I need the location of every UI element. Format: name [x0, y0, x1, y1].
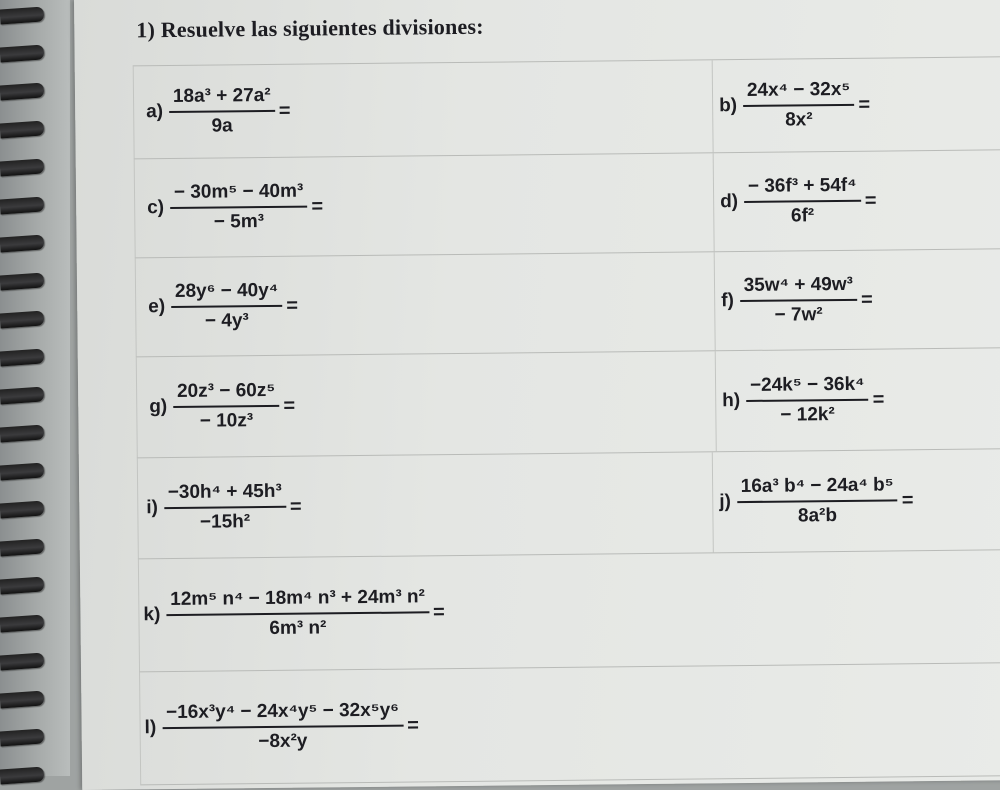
exercise-a: [133, 60, 713, 158]
numerator: − 30m⁵ − 40m³: [170, 181, 308, 209]
binding-coil: [0, 82, 44, 100]
binding-coil: [0, 272, 44, 290]
binding-coil: [0, 538, 44, 556]
exercise-row-7: [139, 662, 1000, 785]
exercise-label: j): [719, 491, 732, 513]
equals-sign: =: [311, 194, 324, 218]
denominator: 8a²b: [797, 505, 838, 527]
fraction: [162, 700, 403, 754]
exercise-label: g): [149, 396, 168, 418]
exercise-row-4: [136, 347, 1000, 457]
binding-coil: [0, 310, 44, 328]
exercise-b: [712, 57, 1000, 152]
binding-coil: [0, 234, 44, 252]
denominator: −15h²: [199, 511, 251, 533]
fraction: [737, 475, 898, 528]
binding-coil: [0, 424, 44, 442]
binding-coil: [0, 462, 44, 480]
exercise-label: e): [148, 296, 166, 318]
denominator: − 10z³: [199, 410, 254, 432]
exercise-c: [134, 153, 714, 257]
denominator: − 4y³: [204, 310, 249, 332]
exercise-row-6: [138, 549, 1000, 671]
binding-coil: [0, 386, 44, 404]
binding-coil: [0, 614, 44, 632]
binding-coil: [0, 500, 44, 518]
numerator: 16a³ b⁴ − 24a⁴ b⁵: [737, 475, 898, 504]
denominator: 6f²: [790, 205, 815, 227]
exercise-i: [137, 452, 713, 558]
numerator: 24x⁴ − 32x⁵: [743, 79, 855, 107]
denominator: −8x²y: [258, 730, 308, 753]
exercise-row-1: [133, 56, 1000, 158]
binding-coil: [0, 44, 44, 62]
binding-coil: [0, 158, 44, 176]
binding-coil: [0, 348, 44, 366]
exercise-l: [139, 663, 1000, 784]
numerator: −24k⁵ − 36k⁴: [746, 374, 869, 402]
equals-sign: =: [860, 288, 873, 311]
worksheet-page: [74, 0, 1000, 790]
equals-sign: =: [407, 713, 419, 737]
fraction: [746, 374, 869, 427]
numerator: 28y⁶ − 40y⁴: [171, 280, 282, 308]
fraction: [171, 280, 283, 333]
exercise-label: f): [721, 290, 734, 312]
binding-coil: [0, 576, 44, 594]
exercise-label: l): [144, 717, 157, 739]
exercise-row-2: [134, 149, 1000, 257]
exercise-k: [138, 550, 1000, 671]
fraction: [743, 79, 855, 132]
denominator: − 7w²: [774, 304, 823, 326]
exercise-label: a): [146, 101, 164, 123]
denominator: 9a: [211, 115, 233, 137]
binding-coil: [0, 6, 44, 24]
equals-sign: =: [901, 488, 914, 511]
denominator: 6m³ n²: [269, 617, 327, 639]
exercise-row-5: [137, 448, 1000, 558]
fraction: [740, 274, 858, 327]
numerator: − 36f³ + 54f⁴: [744, 175, 861, 203]
binding-coil: [0, 652, 44, 670]
exercise-h: [715, 348, 1000, 451]
exercise-f: [714, 249, 1000, 350]
exercise-j: [712, 449, 1000, 552]
numerator: −16x³y⁴ − 24x⁴y⁵ − 32x⁵y⁶: [162, 700, 403, 729]
equals-sign: =: [289, 495, 302, 518]
fraction: [166, 586, 429, 640]
equals-sign: =: [858, 93, 871, 116]
binding-coil: [0, 120, 44, 138]
numerator: 18a³ + 27a²: [169, 85, 275, 113]
worksheet-title: 1) Resuelve las siguientes divisiones:: [136, 13, 484, 43]
equals-sign: =: [432, 600, 445, 623]
binding-coil: [0, 728, 44, 746]
numerator: 20z³ − 60z⁵: [173, 380, 279, 408]
exercise-label: c): [147, 197, 165, 219]
numerator: 35w⁴ + 49w³: [740, 274, 857, 302]
fraction: [164, 481, 287, 534]
exercise-label: i): [146, 497, 159, 519]
exercise-grid: [133, 56, 1000, 785]
exercise-label: d): [720, 191, 739, 213]
exercise-e: [135, 252, 715, 356]
spiral-binding: [0, 0, 70, 776]
fraction: [744, 175, 861, 228]
exercise-g: [136, 351, 716, 457]
exercise-label: k): [143, 604, 161, 626]
binding-coil: [0, 690, 44, 708]
equals-sign: =: [283, 394, 296, 417]
equals-sign: =: [872, 388, 885, 411]
fraction: [173, 380, 280, 433]
fraction: [170, 181, 308, 234]
exercise-d: [713, 150, 1000, 251]
binding-coil: [0, 196, 44, 214]
exercise-row-3: [135, 248, 1000, 356]
denominator: 8x²: [785, 109, 813, 131]
equals-sign: =: [286, 294, 299, 317]
exercise-label: b): [719, 95, 738, 117]
exercise-label: h): [722, 390, 741, 412]
numerator: −30h⁴ + 45h³: [164, 481, 286, 509]
fraction: [169, 85, 275, 138]
numerator: 12m⁵ n⁴ − 18m⁴ n³ + 24m³ n²: [166, 586, 429, 616]
equals-sign: =: [864, 189, 877, 212]
equals-sign: =: [278, 99, 291, 122]
denominator: − 5m³: [213, 211, 265, 233]
denominator: − 12k²: [780, 404, 835, 426]
